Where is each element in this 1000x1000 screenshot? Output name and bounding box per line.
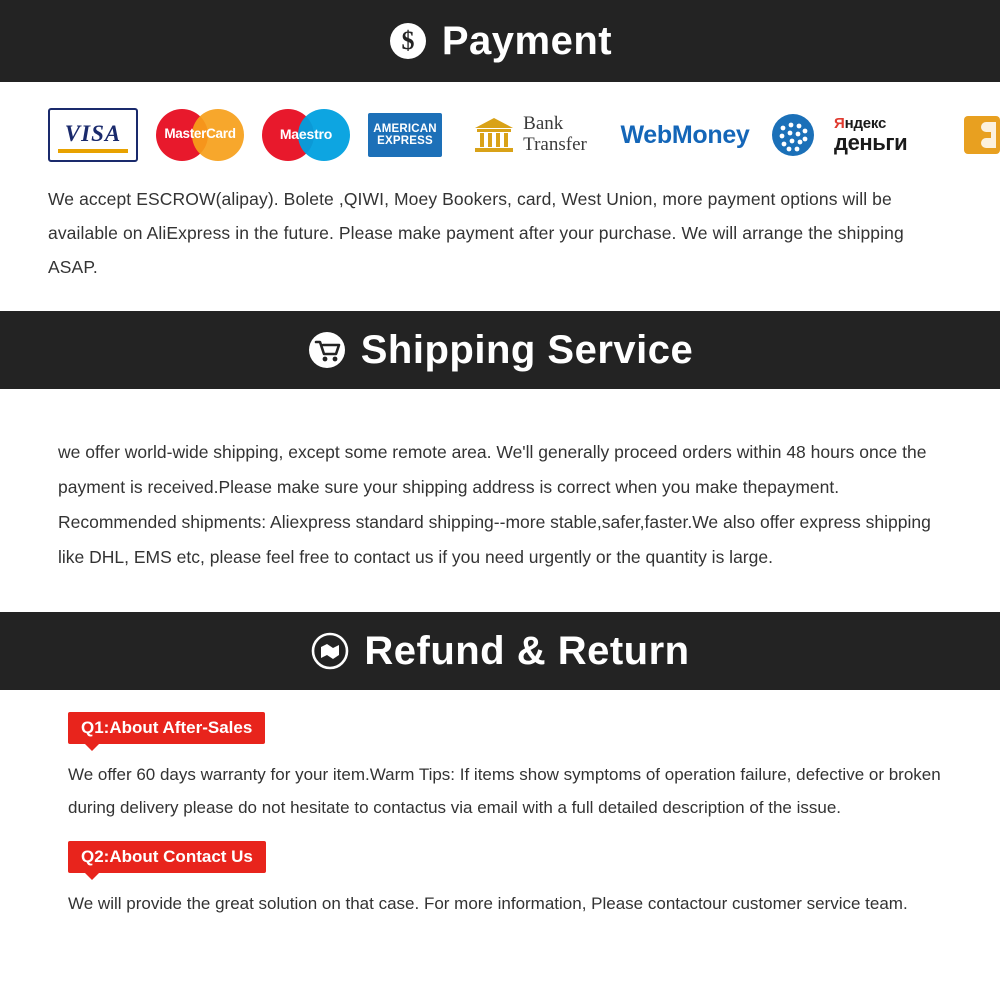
american-express-logo xyxy=(368,113,442,157)
amex-label-line2: EXPRESS xyxy=(377,135,433,147)
yandex-label-line2: деньги xyxy=(834,130,908,156)
bank-building-icon xyxy=(473,115,515,155)
faq-item xyxy=(68,712,950,824)
yandex-ya-glyph: Я xyxy=(834,114,845,132)
question-tag-wrap xyxy=(68,841,266,873)
payment-title: Payment xyxy=(441,19,613,63)
bank-transfer-text xyxy=(523,114,587,156)
shipping-title: Shipping Service xyxy=(360,328,694,372)
question-tag-pointer xyxy=(84,872,100,880)
bank-transfer-line2: Transfer xyxy=(523,134,587,155)
svg-text:$: $ xyxy=(401,26,415,55)
wallet-logo xyxy=(962,112,1000,158)
payment-logos xyxy=(48,106,952,164)
webmoney-logo xyxy=(618,115,752,155)
mastercard-logo xyxy=(156,109,244,161)
shipping-text: we offer world-wide shipping, except some remote area. We'll generally proceed orders within 48 hours once the payment is received.Please make sure your shipping address is correct when you make thepayment. Recommended shipments: Aliexpress standard shipping--more stable,safer,faster.We also offer express shipping like DHL, EMS etc, please feel free to contact us if you need urgently or the quantity is large. xyxy=(58,441,931,567)
yandex-dengi-logo xyxy=(834,111,944,159)
question-tag-wrap xyxy=(68,712,265,744)
faq-answer-2: We will provide the great solution on that case. For more information, Please contactour customer service team. xyxy=(68,894,908,913)
faq-question-1: Q1:About After-Sales xyxy=(68,712,265,744)
webmoney-label: WebMoney xyxy=(620,120,750,149)
bank-transfer-line1: Bank xyxy=(523,113,564,135)
faq-item xyxy=(68,841,950,920)
payment-body xyxy=(0,82,1000,311)
visa-gold-bar xyxy=(58,149,128,153)
yandex-ndex-glyph: ндекс xyxy=(844,114,887,132)
shopping-cart-icon xyxy=(307,330,347,370)
question-tag-pointer xyxy=(84,743,100,751)
faq-answer-1: We offer 60 days warranty for your item.Warm Tips: If items show symptoms of operation failure, defective or broken during delivery please do not hesitate to contactus via email with a full detailed description of the issue. xyxy=(68,765,941,817)
mastercard-label: MasterCard xyxy=(164,126,236,141)
faq-question-2: Q2:About Contact Us xyxy=(68,841,266,873)
payment-section-banner xyxy=(0,0,1000,82)
payment-text: We accept ESCROW(alipay). Bolete ,QIWI, Moey Bookers, card, West Union, more payment options will be available on AliExpress in the future. Please make payment after your purchase. We will arrange the shipping ASAP. xyxy=(48,188,904,277)
maestro-label: Maestro xyxy=(279,126,333,142)
handshake-circle-icon xyxy=(310,631,350,671)
refund-title: Refund & Return xyxy=(364,629,690,673)
visa-label: VISA xyxy=(64,121,122,146)
bank-transfer-logo xyxy=(460,109,600,161)
shipping-section-banner xyxy=(0,311,1000,389)
qiwi-logo xyxy=(770,112,816,158)
visa-logo xyxy=(48,108,138,162)
refund-section-banner xyxy=(0,612,1000,690)
yandex-label-line1 xyxy=(834,116,886,132)
shipping-body xyxy=(0,389,1000,612)
refund-body xyxy=(0,690,1000,920)
amex-label-line1: AMERICAN xyxy=(373,122,437,135)
dollar-circle-icon xyxy=(388,21,428,61)
maestro-logo xyxy=(262,109,350,161)
